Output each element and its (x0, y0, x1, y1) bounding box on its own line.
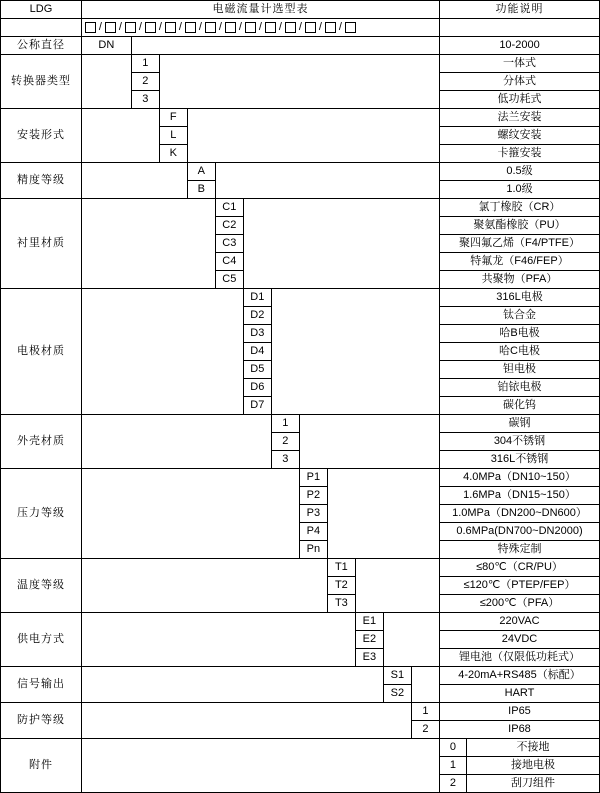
category-power-supply: 供电方式 (1, 613, 82, 667)
code-electrode-6: D6 (243, 379, 271, 397)
desc-electrode-5: 钽电极 (440, 361, 600, 379)
table-title-row (1, 1, 600, 19)
model-code-box (125, 22, 136, 33)
code-shell-3: 3 (271, 451, 299, 469)
model-code-box (185, 22, 196, 33)
model-code-box (105, 22, 116, 33)
desc-power-3: 锂电池（仅限低功耗式） (440, 649, 600, 667)
row-accuracy-1 (1, 163, 600, 181)
blank-cell (327, 469, 439, 559)
code-electrode-7: D7 (243, 397, 271, 415)
blank-cell (81, 739, 439, 793)
blank-cell (383, 613, 439, 667)
blank-cell (187, 109, 439, 163)
category-accuracy: 精度等级 (1, 163, 82, 199)
code-electrode-4: D4 (243, 343, 271, 361)
blank-cell (81, 559, 327, 613)
desc-shell-1: 碳钢 (440, 415, 600, 433)
code-electrode-3: D3 (243, 325, 271, 343)
category-converter-type: 转换器类型 (1, 55, 82, 109)
desc-electrode-7: 碳化钨 (440, 397, 600, 415)
category-protection-rating: 防护等级 (1, 703, 82, 739)
code-power-3: E3 (355, 649, 383, 667)
code-converter-type-3: 3 (131, 91, 159, 109)
model-code-box (285, 22, 296, 33)
code-electrode-5: D5 (243, 361, 271, 379)
code-pressure-2: P2 (299, 487, 327, 505)
function-header-cell: 功能说明 (440, 1, 600, 19)
code-accuracy-1: A (187, 163, 215, 181)
desc-temperature-3: ≤200℃（PFA） (440, 595, 600, 613)
desc-electrode-1: 316L电极 (440, 289, 600, 307)
model-code-slash: / (98, 21, 102, 34)
desc-temperature-2: ≤120℃（PTEP/FEP） (440, 577, 600, 595)
code-pressure-1: P1 (299, 469, 327, 487)
row-accessory-1 (1, 739, 600, 757)
code-protection-1: 1 (411, 703, 439, 721)
blank-cell (81, 163, 187, 199)
desc-liner-5: 共聚物（PFA） (440, 271, 600, 289)
desc-electrode-6: 铂铱电极 (440, 379, 600, 397)
model-code-slash: / (298, 21, 302, 34)
category-accessory: 附件 (1, 739, 82, 793)
code-pressure-4: P4 (299, 523, 327, 541)
code-temperature-1: T1 (327, 559, 355, 577)
model-code-box (305, 22, 316, 33)
desc-accessory-3: 刮刀组件 (466, 775, 599, 793)
row-install-type-1 (1, 109, 600, 127)
desc-nominal-diameter: 10-2000 (440, 37, 600, 55)
code-install-type-2: L (159, 127, 187, 145)
blank-cell (355, 559, 439, 613)
code-liner-2: C2 (215, 217, 243, 235)
code-accessory-1: 0 (440, 739, 467, 757)
model-code-box (325, 22, 336, 33)
code-power-2: E2 (355, 631, 383, 649)
row-power-1 (1, 613, 600, 631)
code-shell-2: 2 (271, 433, 299, 451)
model-code-slash: / (338, 21, 342, 34)
desc-accuracy-2: 1.0级 (440, 181, 600, 199)
code-signal-2: S2 (383, 685, 411, 703)
blank-cell (81, 415, 271, 469)
desc-pressure-4: 0.6MPa(DN700~DN2000) (440, 523, 600, 541)
code-liner-3: C3 (215, 235, 243, 253)
model-code-slash: / (158, 21, 162, 34)
code-pressure-5: Pn (299, 541, 327, 559)
code-protection-2: 2 (411, 721, 439, 739)
desc-signal-2: HART (440, 685, 600, 703)
model-code-box (205, 22, 216, 33)
code-shell-1: 1 (271, 415, 299, 433)
desc-pressure-2: 1.6MPa（DN15~150） (440, 487, 600, 505)
row-shell-1 (1, 415, 600, 433)
model-code-box (145, 22, 156, 33)
desc-accessory-2: 接地电极 (466, 757, 599, 775)
desc-pressure-1: 4.0MPa（DN10~150） (440, 469, 600, 487)
code-power-1: E1 (355, 613, 383, 631)
category-pressure-rating: 压力等级 (1, 469, 82, 559)
box-pattern-spacer (1, 19, 82, 37)
desc-power-1: 220VAC (440, 613, 600, 631)
desc-protection-2: IP68 (440, 721, 600, 739)
code-signal-1: S1 (383, 667, 411, 685)
category-electrode-material: 电极材质 (1, 289, 82, 415)
row-temperature-1 (1, 559, 600, 577)
desc-electrode-2: 钛合金 (440, 307, 600, 325)
box-pattern-group (82, 19, 439, 36)
desc-accessory-1: 不接地 (466, 739, 599, 757)
desc-signal-1: 4-20mA+RS485（标配） (440, 667, 600, 685)
blank-cell (81, 469, 299, 559)
box-pattern-row (1, 19, 600, 37)
model-code-slash: / (118, 21, 122, 34)
category-install-type: 安装形式 (1, 109, 82, 163)
code-liner-4: C4 (215, 253, 243, 271)
model-code-slash: / (198, 21, 202, 34)
category-shell-material: 外壳材质 (1, 415, 82, 469)
row-liner-1 (1, 199, 600, 217)
row-signal-1 (1, 667, 600, 685)
code-temperature-2: T2 (327, 577, 355, 595)
model-code-box (245, 22, 256, 33)
model-code-box (265, 22, 276, 33)
blank-cell (81, 667, 383, 703)
desc-converter-type-1: 一体式 (440, 55, 600, 73)
desc-accuracy-1: 0.5级 (440, 163, 600, 181)
desc-liner-3: 聚四氟乙烯（F4/PTFE） (440, 235, 600, 253)
blank-cell (81, 199, 215, 289)
desc-liner-2: 聚氨酯橡胶（PU） (440, 217, 600, 235)
desc-install-type-1: 法兰安装 (440, 109, 600, 127)
desc-converter-type-3: 低功耗式 (440, 91, 600, 109)
code-electrode-2: D2 (243, 307, 271, 325)
category-temperature-rating: 温度等级 (1, 559, 82, 613)
code-pressure-3: P3 (299, 505, 327, 523)
desc-liner-4: 特氟龙（F46/FEP） (440, 253, 600, 271)
blank-cell (81, 613, 355, 667)
code-temperature-3: T3 (327, 595, 355, 613)
row-pressure-1 (1, 469, 600, 487)
code-accuracy-2: B (187, 181, 215, 199)
title-cell: 电磁流量计选型表 (81, 1, 439, 19)
code-converter-type-1: 1 (131, 55, 159, 73)
row-protection-1 (1, 703, 600, 721)
desc-converter-type-2: 分体式 (440, 73, 600, 91)
model-code-slash: / (178, 21, 182, 34)
code-electrode-1: D1 (243, 289, 271, 307)
desc-liner-1: 氯丁橡胶（CR） (440, 199, 600, 217)
blank-cell (81, 703, 411, 739)
category-liner-material: 衬里材质 (1, 199, 82, 289)
model-code-slash: / (278, 21, 282, 34)
code-install-type-3: K (159, 145, 187, 163)
model-code-slash: / (258, 21, 262, 34)
blank-cell (299, 415, 439, 469)
row-converter-type-1 (1, 55, 600, 73)
category-signal-output: 信号输出 (1, 667, 82, 703)
model-code-box (225, 22, 236, 33)
blank-cell (131, 37, 439, 55)
code-liner-1: C1 (215, 199, 243, 217)
code-dn: DN (81, 37, 131, 55)
code-converter-type-2: 2 (131, 73, 159, 91)
model-prefix-cell: LDG (1, 1, 82, 19)
desc-protection-1: IP65 (440, 703, 600, 721)
desc-power-2: 24VDC (440, 631, 600, 649)
blank-cell (243, 199, 439, 289)
model-code-slash: / (138, 21, 142, 34)
blank-cell (215, 163, 439, 199)
code-accessory-3: 2 (440, 775, 467, 793)
category-nominal-diameter: 公称直径 (1, 37, 82, 55)
desc-install-type-3: 卡箍安装 (440, 145, 600, 163)
blank-cell (81, 289, 243, 415)
desc-electrode-3: 哈B电极 (440, 325, 600, 343)
code-liner-5: C5 (215, 271, 243, 289)
model-code-box (85, 22, 96, 33)
desc-shell-3: 316L不锈钢 (440, 451, 600, 469)
desc-pressure-5: 特殊定制 (440, 541, 600, 559)
desc-electrode-4: 哈C电极 (440, 343, 600, 361)
row-nominal-diameter (1, 37, 600, 55)
desc-install-type-2: 螺纹安装 (440, 127, 600, 145)
model-code-slash: / (318, 21, 322, 34)
row-electrode-1 (1, 289, 600, 307)
desc-pressure-3: 1.0MPa（DN200~DN600） (440, 505, 600, 523)
blank-cell (271, 289, 439, 415)
blank-cell (81, 109, 159, 163)
code-accessory-2: 1 (440, 757, 467, 775)
model-code-box (165, 22, 176, 33)
model-code-box (345, 22, 356, 33)
model-code-slash: / (218, 21, 222, 34)
box-pattern-right-spacer (440, 19, 600, 37)
blank-cell (411, 667, 439, 703)
desc-temperature-1: ≤80℃（CR/PU） (440, 559, 600, 577)
box-pattern-cell (81, 19, 439, 37)
desc-shell-2: 304不锈钢 (440, 433, 600, 451)
model-code-slash: / (238, 21, 242, 34)
code-install-type-1: F (159, 109, 187, 127)
blank-cell (81, 55, 131, 109)
blank-cell (159, 55, 439, 109)
